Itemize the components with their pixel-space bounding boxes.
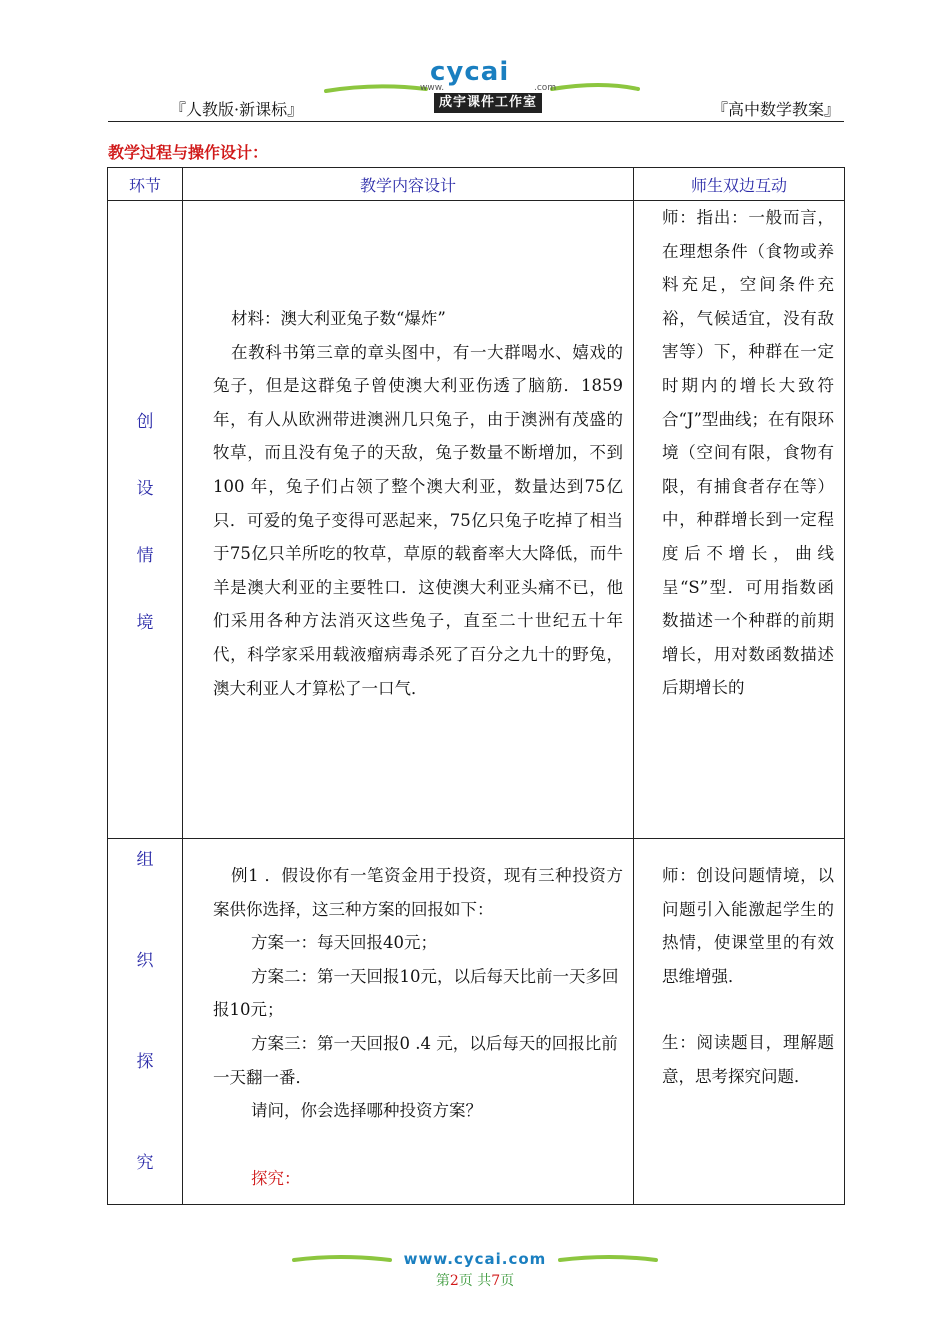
material-body: 在教科书第三章的章头图中，有一大群喝水、嬉戏的兔子，但是这群兔子曾使澳大利亚伤透了脑筋．1859年，有人从欧洲带进澳洲几只兔子，由于澳洲有茂盛的牧草，而且没有兔子的天敌，兔子数量不断增加，不到100 年，兔子们占领了整个澳大利亚，数量达到75亿只．可爱的兔子变得可恶起来，75亿只兔子吃掉了相当于75亿只羊所吃的牧草，草原的载畜率大大降低，而牛羊是澳大利亚的主要牲口．这使澳大利亚头痛不已，他们采用各种方法消灭这些兔子，直至二十世纪五十年代，科学家采用载液瘤病毒杀死了百分之九十的野兔，澳大利亚人才算松了一口气． [213, 342, 623, 698]
teacher-note: 师：创设问题情境，以问题引入能激起学生的热情，使课堂里的有效思维增强． [662, 866, 834, 986]
stage-char: 组 [136, 850, 154, 870]
header-left-label: 『人教版·新课标』 [170, 100, 304, 119]
footer-site: www.cycai.com [403, 1250, 547, 1268]
header-stage: 环节 [108, 168, 183, 201]
cycai-logo [316, 55, 646, 117]
stage-cell [108, 839, 183, 1205]
page-mid: 页 共 [458, 1273, 492, 1289]
plan-three: 方案三：第一天回报0 .4 元，以后每天的回报比前一天翻一番． [213, 1033, 618, 1087]
content-cell [183, 201, 634, 839]
logo-www: www. [420, 83, 445, 93]
logo-studio-name: 成宇课件工作室 [434, 93, 542, 113]
page-current: 2 [449, 1273, 459, 1289]
stage-char: 设 [136, 479, 154, 499]
page-header [108, 55, 844, 125]
section-title: 教学过程与操作设计： [108, 143, 269, 162]
page-total: 7 [491, 1273, 501, 1289]
stage-cell [108, 201, 183, 839]
explore-label: 探究： [251, 1168, 301, 1188]
plan-two: 方案二：第一天回报10元，以后每天比前一天多回报10元； [213, 966, 619, 1020]
stage-char: 探 [136, 1052, 154, 1072]
plan-one: 方案一：每天回报40元； [251, 933, 437, 953]
table-row [108, 839, 845, 1205]
page-number [290, 1270, 660, 1290]
logo-com: .com [534, 83, 557, 93]
content-cell [183, 839, 634, 1205]
stage-char: 织 [136, 951, 154, 971]
interaction-cell [634, 201, 845, 839]
lesson-table [107, 167, 845, 1205]
stage-char: 究 [136, 1153, 154, 1173]
header-right-label: 『高中数学教案』 [711, 100, 840, 119]
material-title: 材料：澳大利亚兔子数“爆炸” [231, 309, 446, 328]
interaction-cell [634, 839, 845, 1205]
page-suffix: 页 [500, 1273, 515, 1289]
page-prefix: 第 [435, 1273, 450, 1289]
footer-swoosh [290, 1250, 660, 1270]
page-footer [290, 1250, 660, 1290]
example-intro: 例1 ．假设你有一笔资金用于投资，现有三种投资方案供你选择，这三种方案的回报如下： [213, 866, 623, 919]
student-note: 生：阅读题目，理解题意，思考探究问题． [662, 1033, 834, 1086]
question: 请问，你会选择哪种投资方案？ [251, 1101, 482, 1121]
stage-char: 情 [136, 546, 154, 566]
table-row [108, 201, 845, 839]
header-content: 教学内容设计 [183, 168, 634, 201]
table-header-row [108, 168, 845, 201]
logo-wordmark: cycai [430, 57, 510, 87]
header-rule [108, 121, 844, 122]
header-interaction: 师生双边互动 [634, 168, 845, 201]
stage-char: 境 [136, 613, 154, 633]
teacher-note: 师：指出：一般而言，在理想条件（食物或养料充足，空间条件充裕，气候适宜，没有敌害等）下，种群在一定时期内的增长大致符合“J”型曲线；在有限环境（空间有限，食物有限，有捕食者存在等）中，种群增长到一定程度后不增长，曲线呈“S”型．可用指数函数描述一个种群的前期增长，用对数函数描述后期增长的 [662, 208, 834, 698]
stage-char: 创 [136, 412, 154, 432]
